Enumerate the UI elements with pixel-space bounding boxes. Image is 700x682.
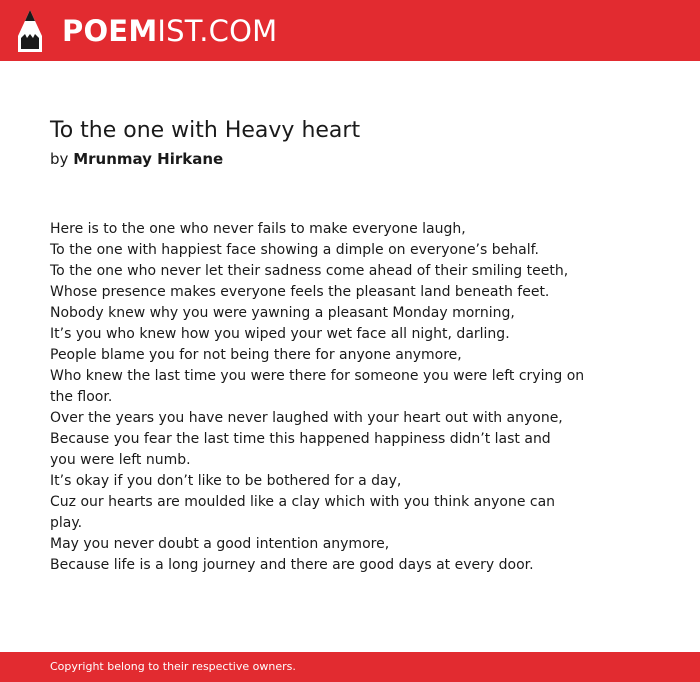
poem-line: Because life is a long journey and there are good days at every door. (50, 557, 534, 573)
poem-line: play. (50, 515, 83, 531)
site-header (0, 0, 700, 61)
poem-line: Here is to the one who never fails to make everyone laugh, (50, 221, 466, 237)
poem-line: People blame you for not being there for anyone anymore, (50, 347, 462, 363)
logo-text-bold: POEM (62, 14, 158, 48)
poem-line: you were left numb. (50, 452, 191, 468)
copyright-text: Copyright belong to their respective owners. (50, 660, 296, 673)
poem-body (50, 219, 590, 576)
by-prefix: by (50, 150, 69, 168)
site-footer (0, 652, 700, 682)
site-logo[interactable] (62, 13, 277, 49)
poem-line: To the one with happiest face showing a dimple on everyone’s behalf. (50, 242, 539, 258)
poem-byline (50, 149, 223, 169)
poem-line: Whose presence makes everyone feels the pleasant land beneath feet. (50, 284, 550, 300)
poem-line: To the one who never let their sadness come ahead of their smiling teeth, (50, 263, 569, 279)
poem-line: Nobody knew why you were yawning a pleasant Monday morning, (50, 305, 515, 321)
poem-line: Because you fear the last time this happened happiness didn’t last and (50, 431, 551, 447)
poem-line: Cuz our hearts are moulded like a clay which with you think anyone can (50, 494, 556, 510)
logo-text-light: IST.COM (157, 14, 278, 48)
poem-line: It’s okay if you don’t like to be bothered for a day, (50, 473, 402, 489)
poem-line: the floor. (50, 389, 113, 405)
poem-line: May you never doubt a good intention anymore, (50, 536, 390, 552)
pencil-icon[interactable] (18, 10, 42, 52)
poem-line: It’s you who knew how you wiped your wet face all night, darling. (50, 326, 510, 342)
poem-line: Who knew the last time you were there for someone you were left crying on (50, 368, 585, 384)
poem-title: To the one with Heavy heart (50, 118, 361, 143)
poem-line: Over the years you have never laughed with your heart out with anyone, (50, 410, 563, 426)
author-name: Mrunmay Hirkane (73, 150, 224, 168)
